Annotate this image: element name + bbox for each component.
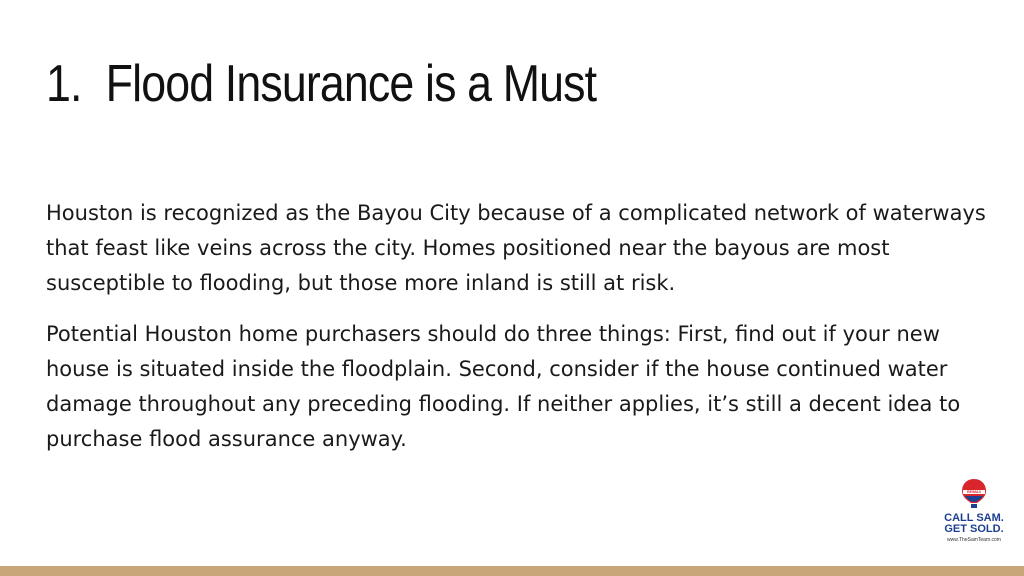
remax-balloon-icon (960, 478, 988, 510)
slide-body (46, 196, 986, 473)
bottom-accent-bar (0, 566, 1024, 576)
title-text: Flood Insurance is a Must (105, 55, 597, 113)
logo-text-line1: CALL SAM. (944, 512, 1004, 524)
logo-badge: RE/MAX (967, 490, 981, 494)
logo-text-line2: GET SOLD. (944, 523, 1004, 535)
title-number: 1. (46, 55, 82, 113)
slide-title (46, 48, 596, 120)
paragraph: Potential Houston home purchasers should do three things: First, find out if your new house is situated inside the floodplain. Second, consider if the house continued water damage throughout any preceding flooding. If neither applies, it’s still a decent idea to purchase flood assurance anyway. (46, 322, 961, 451)
paragraph: Houston is recognized as the Bayou City because of a complicated network of waterways that feast like veins across the city. Homes positioned near the bayous are most susceptible to flooding, but those more inland is still at risk. (46, 201, 986, 295)
logo-url: www.TheSamTeam.com (947, 537, 1001, 543)
company-logo (936, 478, 1012, 548)
